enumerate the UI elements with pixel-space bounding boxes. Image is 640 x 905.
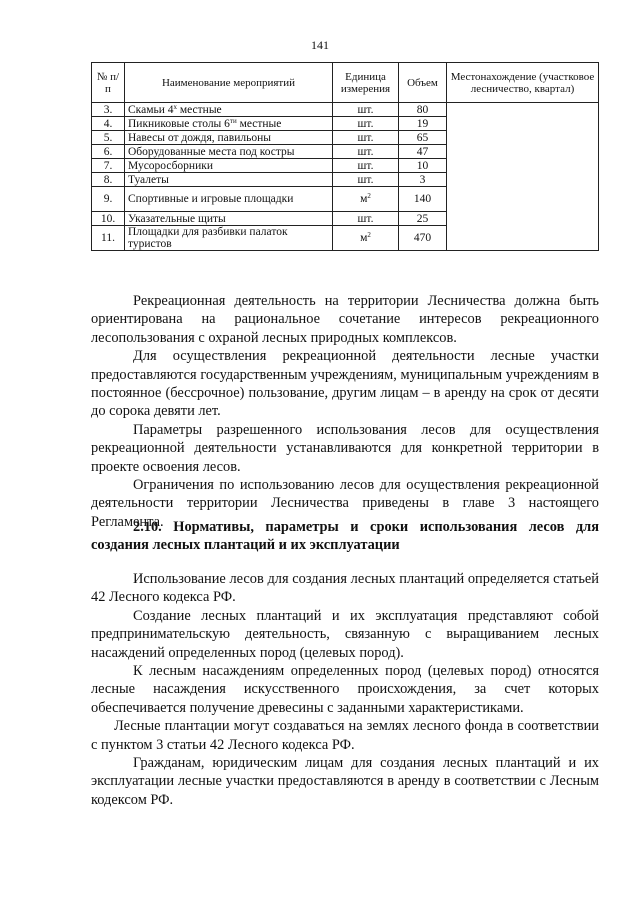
cell-unit (333, 212, 399, 226)
cell-unit-text: шт. (357, 117, 374, 130)
cell-no: 7. (92, 159, 125, 173)
cell-name-text: Мусоросборники (128, 159, 213, 172)
cell-name (125, 187, 333, 212)
cell-unit-text: шт. (357, 103, 374, 116)
cell-unit-text: шт. (357, 131, 374, 144)
header-name: Наименование мероприятий (125, 63, 333, 103)
cell-unit-superscript: 2 (367, 192, 371, 200)
cell-unit (333, 159, 399, 173)
cell-name-text: Указательные щиты (128, 212, 226, 225)
cell-no: 6. (92, 145, 125, 159)
cell-name (125, 131, 333, 145)
paragraph: Для осуществления рекреационной деятельности лесные участки предоставляются государственным учреждениям, муниципальным учреждениям в постоянное (бессрочное) пользование, другим лицам – в аренду на срок от десяти до сорока девяти лет. (91, 348, 599, 420)
cell-unit (333, 131, 399, 145)
cell-name (125, 159, 333, 173)
cell-volume: 3 (399, 173, 447, 187)
cell-name (125, 226, 333, 251)
cell-no: 4. (92, 117, 125, 131)
section-heading-block (91, 518, 599, 555)
cell-volume: 80 (399, 103, 447, 117)
cell-name-text: местные (236, 117, 282, 130)
cell-unit-superscript: 2 (367, 231, 371, 239)
cell-no: 3. (92, 103, 125, 117)
cell-unit (333, 187, 399, 212)
cell-name (125, 103, 333, 117)
cell-no: 10. (92, 212, 125, 226)
cell-unit-text: м (360, 193, 368, 205)
table-row (92, 103, 599, 117)
table-body (92, 103, 599, 251)
cell-name-superscript: ти (229, 116, 237, 125)
paragraph: Ограничения по использованию лесов для осуществления рекреационной деятельности территории Лесничества приведены в главе 3 настоящего Регламента. (91, 477, 599, 530)
cell-name-text: Оборудованные места под костры (128, 145, 295, 158)
cell-no: 9. (92, 187, 125, 212)
cell-name (125, 212, 333, 226)
cell-unit (333, 145, 399, 159)
cell-unit-text: шт. (357, 173, 374, 186)
cell-name-text: Скамьи 4 (128, 103, 174, 116)
section-heading: 2.10. Нормативы, параметры и сроки использования лесов для создания лесных плантаций и их эксплуатации (91, 519, 599, 554)
cell-volume: 140 (399, 187, 447, 212)
page-number: 141 (311, 38, 329, 52)
cell-volume: 47 (399, 145, 447, 159)
header-unit: Единица измерения (333, 63, 399, 103)
cell-unit (333, 103, 399, 117)
paragraph: Параметры разрешенного использования лесов для осуществления рекреационной деятельности устанавливаются для конкретной территории в проекте освоения лесов. (91, 421, 599, 475)
cell-unit-text: шт. (357, 159, 374, 172)
cell-name-superscript: х (173, 102, 177, 111)
cell-volume: 470 (399, 226, 447, 251)
cell-name (125, 145, 333, 159)
header-no: № п/п (92, 63, 125, 103)
paragraph: Создание лесных плантаций и их эксплуатация представляют собой предпринимательскую деятельность, связанную с выращиванием лесных насаждений определенных пород (целевых пород). (91, 607, 599, 661)
cell-unit (333, 117, 399, 131)
cell-name-text: местные (177, 103, 222, 116)
text-block-1 (91, 292, 599, 531)
cell-no: 5. (92, 131, 125, 145)
cell-volume: 25 (399, 212, 447, 226)
cell-name (125, 117, 333, 131)
cell-volume: 10 (399, 159, 447, 173)
paragraph: Лесные плантации могут создаваться на землях лесного фонда в соответствии с пунктом 3 статьи 42 Лесного кодекса РФ. (91, 718, 599, 753)
cell-name-text: Навесы от дождя, павильоны (128, 131, 271, 144)
cell-name-text: Пикниковые столы 6 (128, 117, 230, 130)
cell-volume: 19 (399, 117, 447, 131)
activities-table (91, 62, 599, 251)
cell-no: 11. (92, 226, 125, 251)
cell-unit (333, 173, 399, 187)
text-block-2 (91, 570, 599, 809)
cell-name-text: Туалеты (128, 173, 169, 186)
cell-no: 8. (92, 173, 125, 187)
cell-unit-text: шт. (357, 145, 374, 158)
cell-name-text: Спортивные и игровые площадки (128, 193, 294, 205)
cell-name-text: Площадки для разбивки палаток туристов (128, 226, 288, 250)
paragraph: Рекреационная деятельность на территории Лесничества должна быть ориентирована на рациональное сочетание интересов рекреационного лесопользования с охраной лесных природных комплексов. (91, 293, 599, 346)
paragraph: Гражданам, юридическим лицам для создания лесных плантаций и их эксплуатации лесные участки предоставляются в аренду в соответствии с Лесным кодексом РФ. (91, 755, 599, 808)
cell-volume: 65 (399, 131, 447, 145)
paragraph: Использование лесов для создания лесных плантаций определяется статьей 42 Лесного кодекса РФ. (91, 571, 599, 606)
header-volume: Объем (399, 63, 447, 103)
paragraph: К лесным насаждениям определенных пород (целевых пород) относятся лесные насаждения искусственного происхождения, за счет которых обеспечивается получение древесины с заданными характеристиками. (91, 663, 599, 716)
cell-location (447, 103, 599, 251)
header-location: Местонахождение (участковое лесничество, квартал) (447, 63, 599, 103)
cell-name (125, 173, 333, 187)
cell-unit-text: м (360, 232, 368, 244)
cell-unit (333, 226, 399, 251)
table-header-row (92, 63, 599, 103)
cell-unit-text: шт. (357, 212, 374, 225)
